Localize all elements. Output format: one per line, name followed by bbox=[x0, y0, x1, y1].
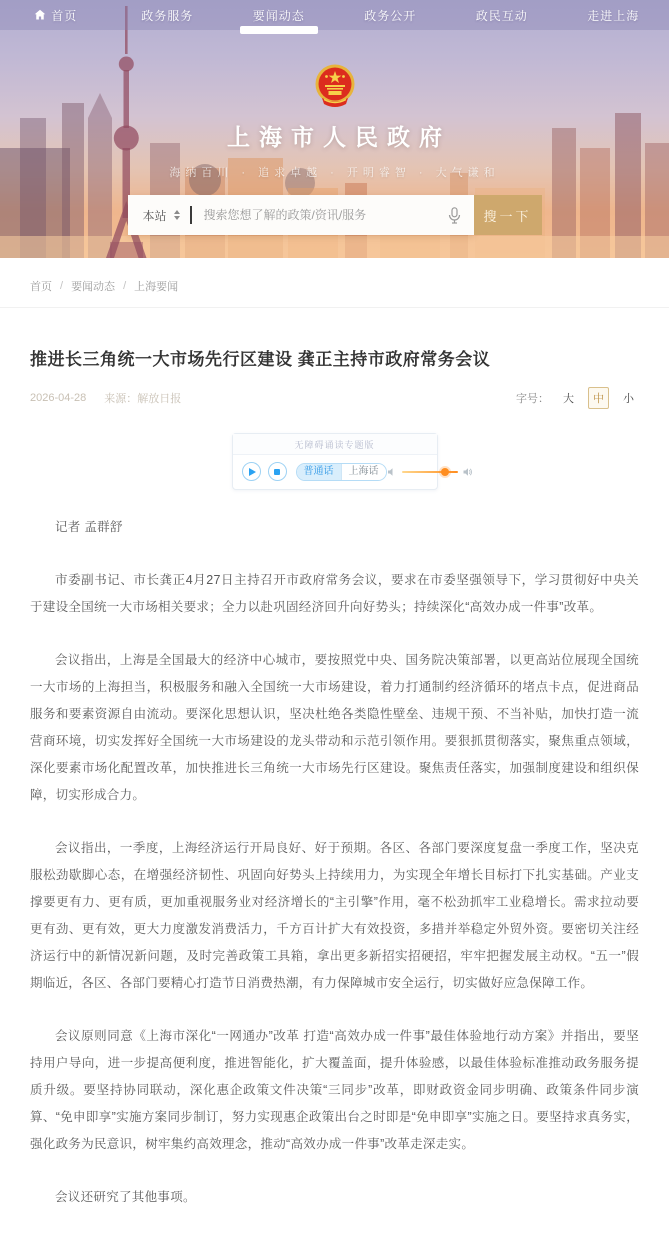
article-byline: 记者 孟群舒 bbox=[30, 514, 639, 541]
breadcrumb bbox=[0, 258, 669, 308]
fontsize-large-button[interactable]: 大 bbox=[558, 387, 579, 409]
breadcrumb-separator: / bbox=[123, 280, 126, 292]
top-navigation bbox=[0, 0, 669, 30]
language-toggle bbox=[296, 463, 387, 481]
fontsize-widget bbox=[516, 387, 639, 409]
volume-low-icon bbox=[387, 467, 397, 477]
nav-item-label: 政民互动 bbox=[476, 7, 528, 24]
search-input[interactable] bbox=[202, 207, 442, 223]
article-paragraph: 市委副书记、市长龚正4月27日主持召开市政府常务会议，要求在市委坚强领导下，学习贯彻好中央关于建设全国统一大市场相关要求；全力以赴巩固经济回升向好势头；持续深化“高效办成一件事”改革。 bbox=[30, 567, 639, 621]
nav-item-about[interactable] bbox=[558, 0, 669, 30]
nav-item-home[interactable] bbox=[0, 0, 112, 30]
volume-high-icon bbox=[463, 467, 473, 477]
fontsize-medium-button[interactable]: 中 bbox=[588, 387, 609, 409]
site-motto: 海纳百川 · 追求卓越 · 开明睿智 · 大气谦和 bbox=[0, 164, 669, 180]
breadcrumb-shanghai-news[interactable]: 上海要闻 bbox=[134, 278, 178, 294]
article-source: 来源：解放日报 bbox=[104, 390, 181, 406]
breadcrumb-separator: / bbox=[60, 280, 63, 292]
scope-arrows-icon bbox=[174, 210, 180, 220]
article-title: 推进长三角统一大市场先行区建设 龚正主持市政府常务会议 bbox=[30, 345, 639, 370]
site-title: 上海市人民政府 bbox=[0, 119, 669, 152]
play-button[interactable] bbox=[242, 462, 261, 481]
nav-item-services[interactable] bbox=[112, 0, 224, 30]
article-paragraph: 会议原则同意《上海市深化“一网通办”改革 打造“高效办成一件事”最佳体验地行动方案》并指出，要坚持用户导向，进一步提高便利度，推进智能化，扩大覆盖面，提升体验感，以最佳体验标准推动政务服务提质升级。要坚持协同联动，深化惠企政策文件决策“三同步”改革，即财政资金同步明确、政策条件同步演算、“免申即享”实施方案同步制订，努力实现惠企政策出台之时即是“免申即享”实施之日。要坚持求真务实，强化政务为民意识，树牢集约高效理念，推动“高效办成一件事”改革走深走实。 bbox=[30, 1023, 639, 1158]
breadcrumb-news[interactable]: 要闻动态 bbox=[71, 278, 115, 294]
search-box bbox=[128, 195, 474, 235]
fontsize-small-button[interactable]: 小 bbox=[618, 387, 639, 409]
nav-item-label: 走进上海 bbox=[587, 7, 639, 24]
volume-knob[interactable] bbox=[441, 468, 449, 476]
site-banner bbox=[0, 0, 669, 258]
play-icon bbox=[249, 468, 256, 476]
stop-button[interactable] bbox=[268, 462, 287, 481]
volume-control bbox=[387, 467, 473, 477]
article-paragraph: 会议指出，上海是全国最大的经济中心城市，要按照党中央、国务院决策部署，以更高站位展现全国统一大市场的上海担当，积极服务和融入全国统一大市场建设，着力打通制约经济循环的堵点卡点，促进商品服务和要素资源自由流动。要深化思想认识，坚决杜绝各类隐性壁垒、违规干预、不当补贴，加快打造一流营商环境，切实发挥好全国统一大市场建设的龙头带动和示范引领作用。要狠抓贯彻落实，聚焦重点领域，深化要素市场化配置改革，加快推进长三角统一大市场先行区建设。聚焦责任落实，加强制度建设和组织保障，切实形成合力。 bbox=[30, 647, 639, 809]
nav-item-label: 要闻动态 bbox=[253, 7, 305, 24]
volume-slider[interactable] bbox=[402, 471, 458, 473]
language-shanghainese-tab[interactable]: 上海话 bbox=[341, 464, 386, 480]
search-area bbox=[0, 195, 669, 235]
microphone-icon[interactable] bbox=[448, 207, 461, 224]
search-scope-value: 本站 bbox=[143, 207, 167, 224]
article-date: 2026-04-28 bbox=[30, 392, 86, 404]
stop-icon bbox=[274, 469, 280, 475]
fontsize-label: 字号： bbox=[516, 390, 549, 406]
article-meta bbox=[30, 387, 639, 411]
search-button[interactable]: 搜一下 bbox=[474, 195, 542, 235]
nav-item-label: 首页 bbox=[51, 7, 77, 24]
language-mandarin-tab[interactable]: 普通话 bbox=[297, 464, 341, 480]
article-container bbox=[0, 308, 669, 1239]
nav-item-news[interactable] bbox=[223, 0, 335, 30]
audio-reader-caption: 无障碍诵读专题版 bbox=[233, 434, 437, 455]
nav-item-disclosure[interactable] bbox=[335, 0, 447, 30]
breadcrumb-home[interactable]: 首页 bbox=[30, 278, 52, 294]
scope-divider bbox=[190, 206, 192, 224]
nav-item-label: 政务公开 bbox=[364, 7, 416, 24]
nav-item-label: 政务服务 bbox=[141, 7, 193, 24]
article-paragraph: 会议指出，一季度，上海经济运行开局良好、好于预期。各区、各部门要深度复盘一季度工作，坚决克服松劲歇脚心态，在增强经济韧性、巩固向好势头上持续用力，为实现全年增长目标打下扎实基础。产业支撑要更有力、更有质，更加重视服务业对经济增长的“主引擎”作用，毫不松劲抓牢工业稳增长。需求拉动要更有劲、更有效，更大力度激发消费活力，千方百计扩大有效投资，多措并举稳定外贸外资。要密切关注经济运行中的新情况新问题，及时完善政策工具箱，拿出更多新招实招硬招，牢牢把握发展主动权。“五一”假期临近，各区、各部门要精心打造节日消费热潮，有力保障城市安全运行，切实做好应急保障工作。 bbox=[30, 835, 639, 997]
audio-reader-player bbox=[232, 433, 438, 490]
search-scope-select[interactable] bbox=[128, 207, 190, 224]
article-paragraph: 会议还研究了其他事项。 bbox=[30, 1184, 639, 1211]
national-emblem-icon bbox=[314, 64, 356, 110]
nav-item-interaction[interactable] bbox=[446, 0, 558, 30]
audio-reader-controls bbox=[233, 455, 437, 489]
article-body bbox=[30, 514, 639, 1211]
home-icon bbox=[34, 9, 46, 21]
